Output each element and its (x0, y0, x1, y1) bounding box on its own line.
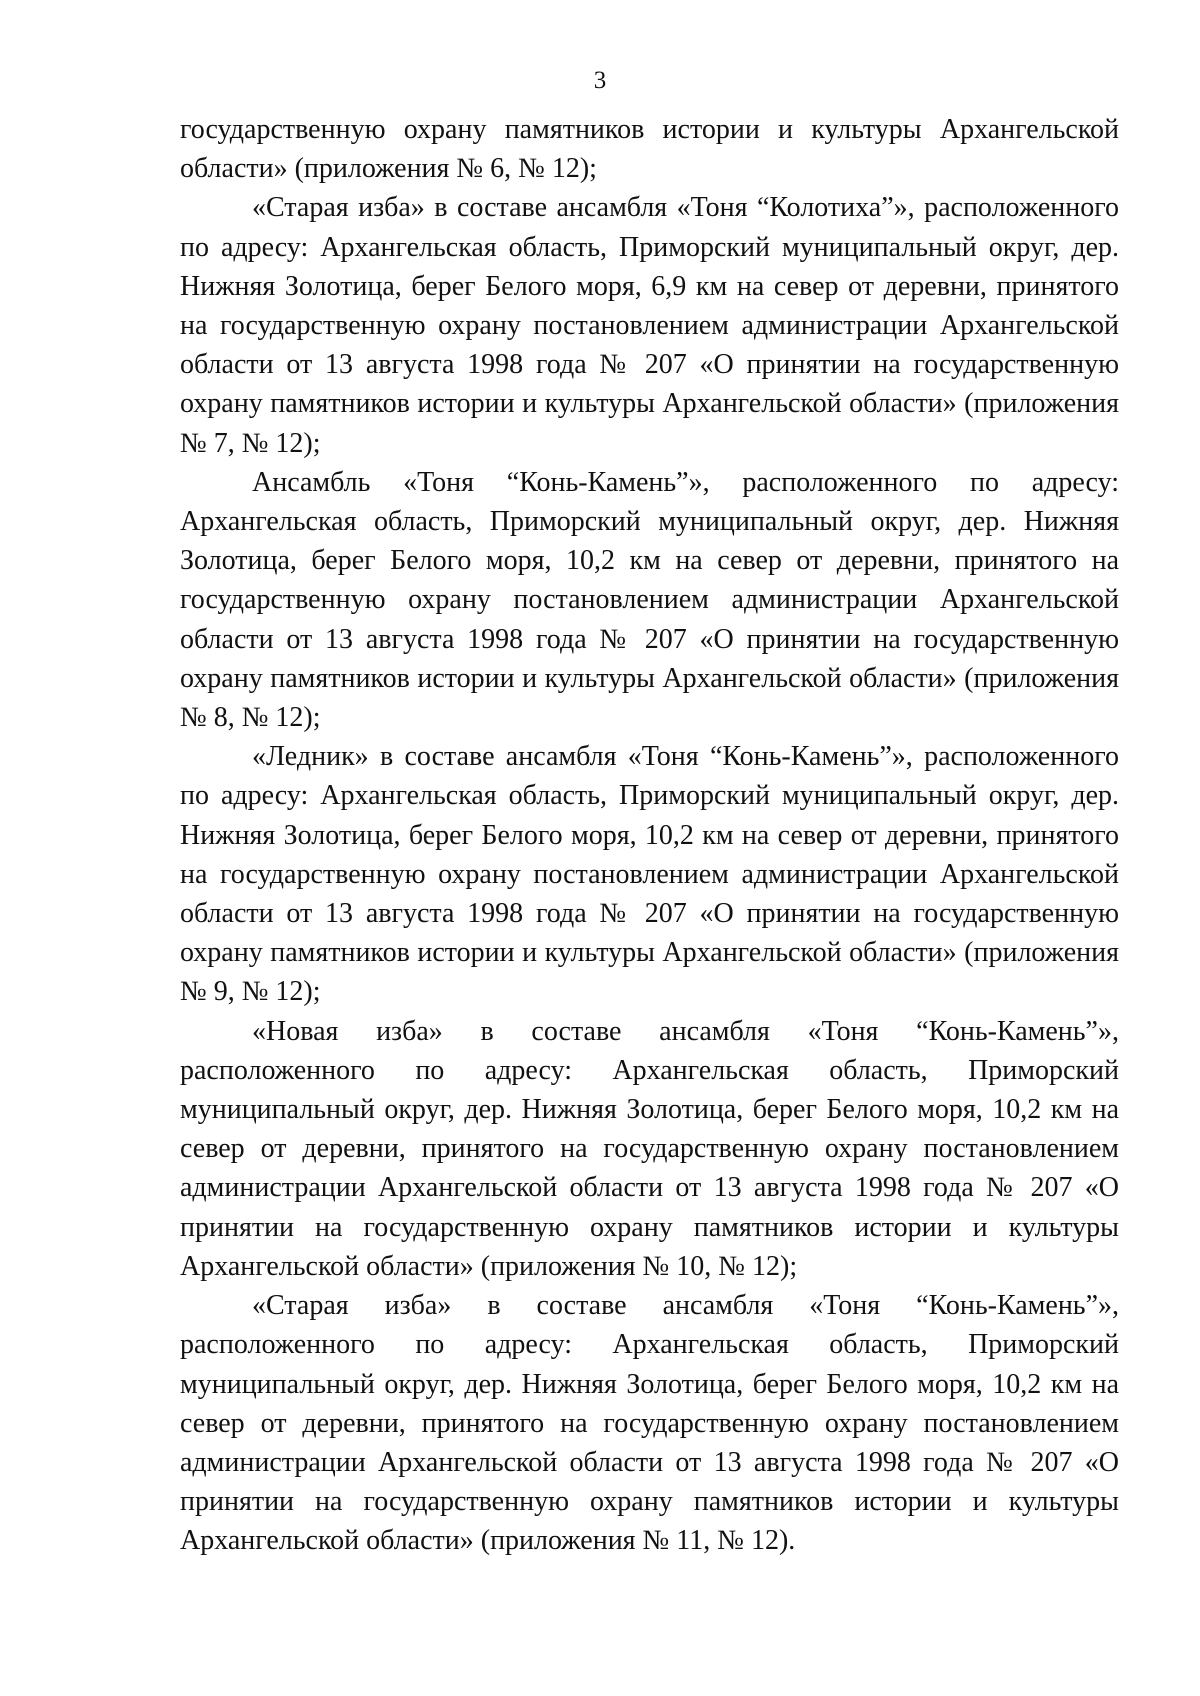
document-body (180, 110, 1119, 1561)
paragraph-staraya-izba-kon-kamen: «Старая изба» в составе ансамбля «Тоня “Конь-Камень”», расположенного по адресу: Архангельская область, Приморский муниципальный округ, дер. Нижняя Золотица, берег Белого моря, 10,2 км на север от деревни, принятого на государственную охрану постановлением администрации Архангельской области от 13 августа 1998 года № 207 «О принятии на государственную охрану памятников истории и культуры Архангельской области» (приложения № 11, № 12). (180, 1290, 1119, 1557)
paragraph-staraya-izba-kolotikha: «Старая изба» в составе ансамбля «Тоня “Колотиха”», расположенного по адресу: Архангельская область, Приморский муниципальный округ, дер. Нижняя Золотица, берег Белого моря, 6,9 км на север от деревни, принятого на государственную охрану постановлением администрации Архангельской области от 13 августа 1998 года № 207 «О принятии на государственную охрану памятников истории и культуры Архангельской области» (приложения № 7, № 12); (180, 192, 1119, 459)
paragraph-novaya-izba: «Новая изба» в составе ансамбля «Тоня “Конь-Камень”», расположенного по адресу: Архангельская область, Приморский муниципальный округ, дер. Нижняя Золотица, берег Белого моря, 10,2 км на север от деревни, принятого на государственную охрану постановлением администрации Архангельской области от 13 августа 1998 года № 207 «О принятии на государственную охрану памятников истории и культуры Архангельской области» (приложения № 10, № 12); (180, 1015, 1119, 1282)
page-number: 3 (593, 67, 607, 94)
paragraph-ansambl-kon-kamen: Ансамбль «Тоня “Конь-Камень”», расположенного по адресу: Архангельская область, Приморский муниципальный округ, дер. Нижняя Золотица, берег Белого моря, 10,2 км на север от деревни, принятого на государственную охрану постановлением администрации Архангельской области от 13 августа 1998 года № 207 «О принятии на государственную охрану памятников истории и культуры Архангельской области» (приложения № 8, № 12); (180, 466, 1119, 734)
paragraph-continuation: государственную охрану памятников истории и культуры Архангельской области» (приложения № 6, № 12); (180, 114, 1119, 185)
paragraph-lednik: «Ледник» в составе ансамбля «Тоня “Конь-Камень”», расположенного по адресу: Архангельская область, Приморский муниципальный округ, дер. Нижняя Золотица, берег Белого моря, 10,2 км на север от деревни, принятого на государственную охрану постановлением администрации Архангельской области от 13 августа 1998 года № 207 «О принятии на государственную охрану памятников истории и культуры Архангельской области» (приложения № 9, № 12); (180, 741, 1119, 1008)
